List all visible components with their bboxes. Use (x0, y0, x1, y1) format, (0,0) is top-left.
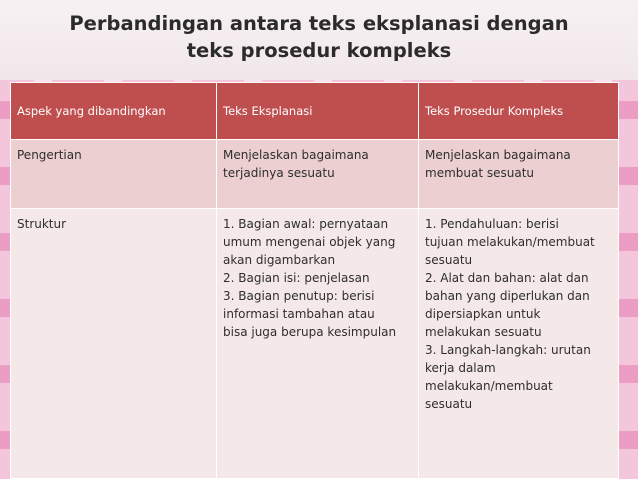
header-aspect: Aspek yang dibandingkan (11, 83, 217, 140)
cell-prosedur: 1. Pendahuluan: berisi tujuan melakukan/membuat sesuatu 2. Alat dan bahan: alat dan bahan yang diperlukan dan dipersiapkan untuk melakukan sesuatu 3. Langkah-langkah: urutan kerja dalam melakukan/membuat sesuatu (419, 209, 619, 479)
cell-aspect: Pengertian (11, 140, 217, 209)
title-line-2: teks prosedur kompleks (186, 39, 452, 62)
cell-eksplanasi: Menjelaskan bagaimana terjadinya sesuatu (217, 140, 419, 209)
table-row (11, 140, 619, 209)
header-prosedur: Teks Prosedur Kompleks (419, 83, 619, 140)
cell-aspect: Struktur (11, 209, 217, 479)
title-line-1: Perbandingan antara teks eksplanasi dengan (69, 12, 569, 35)
header-row (11, 83, 619, 140)
cell-prosedur: Menjelaskan bagaimana membuat sesuatu (419, 140, 619, 209)
table-row (11, 209, 619, 479)
header-eksplanasi: Teks Eksplanasi (217, 83, 419, 140)
slide-title (8, 10, 630, 64)
cell-eksplanasi: 1. Bagian awal: pernyataan umum mengenai objek yang akan digambarkan 2. Bagian isi: penjelasan 3. Bagian penutup: berisi informasi tambahan atau bisa juga berupa kesimpulan (217, 209, 419, 479)
comparison-table (10, 82, 619, 479)
